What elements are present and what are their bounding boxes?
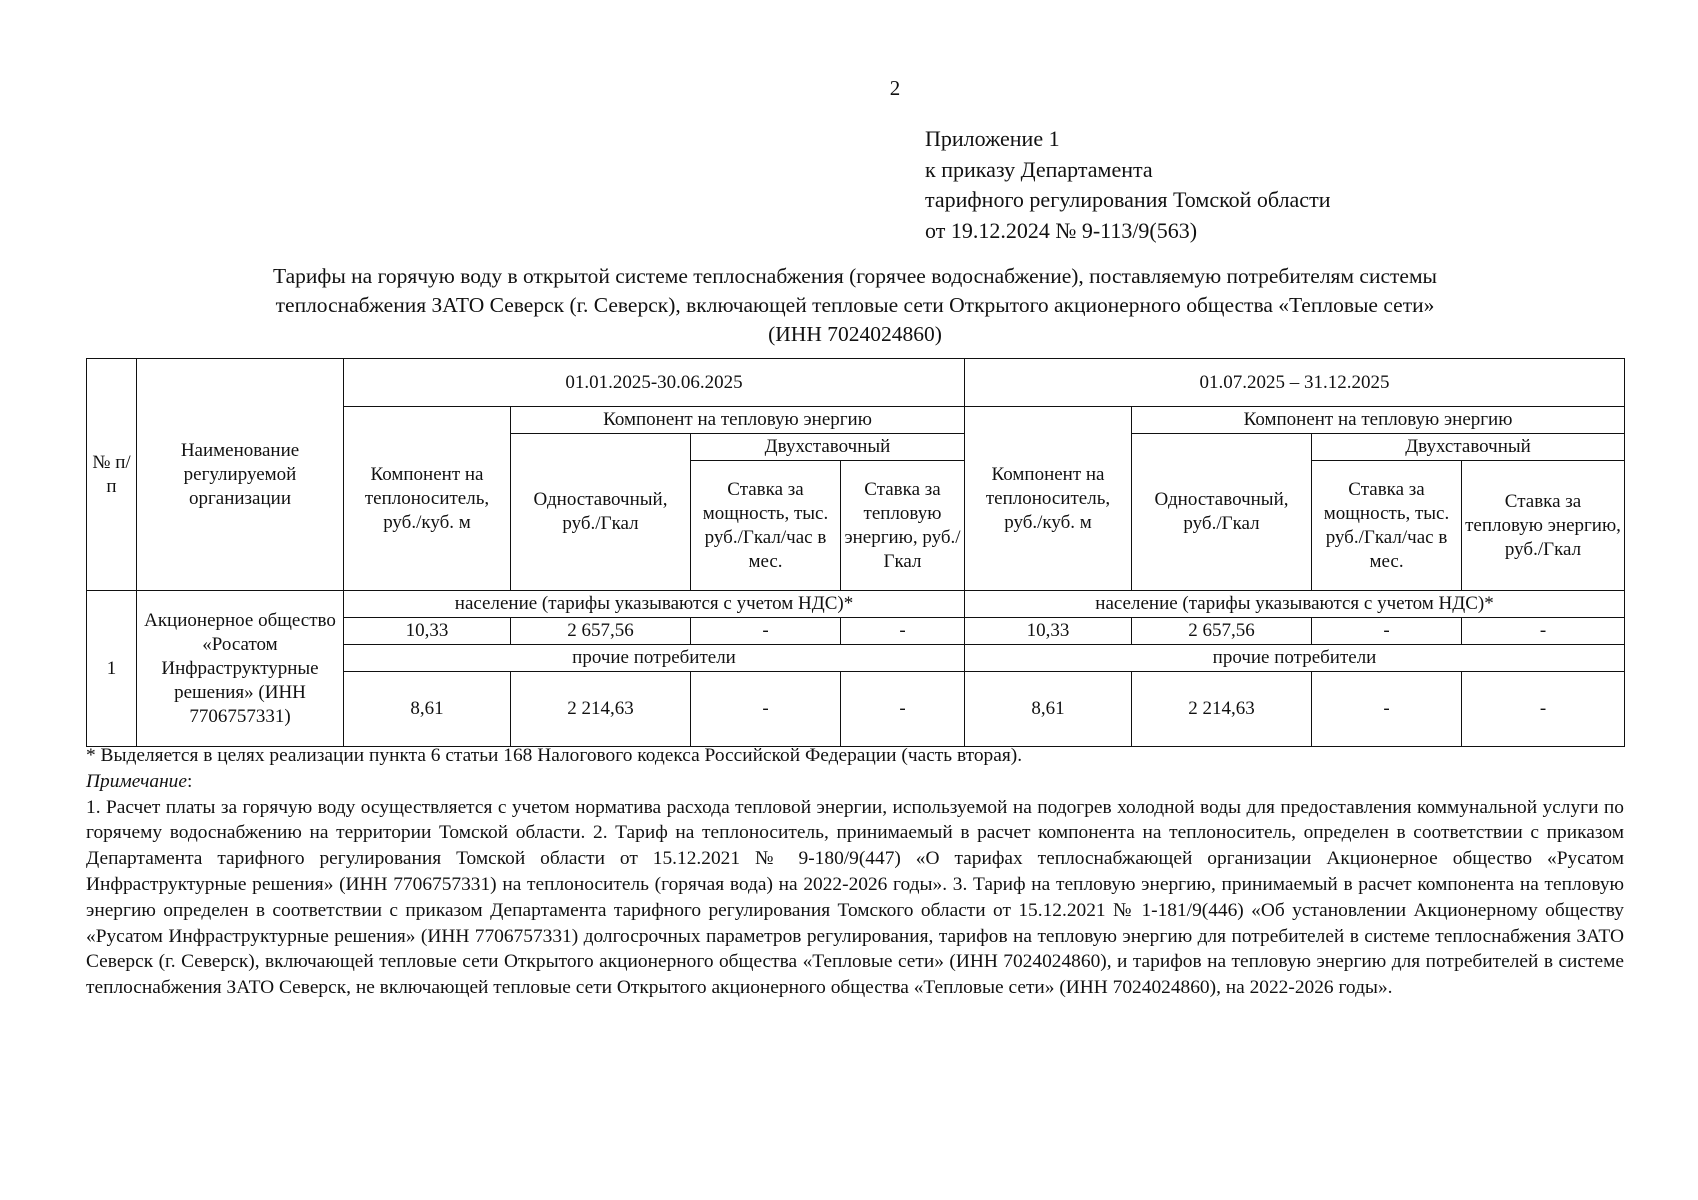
group-label-other: прочие потребители <box>965 645 1625 672</box>
note-heading <box>86 769 1624 795</box>
header-capacity-rate: Ставка за мощность, тыс. руб./Гкал/час в мес. <box>1312 461 1462 591</box>
header-energy-rate: Ставка за тепловую энергию, руб./Гкал <box>841 461 965 591</box>
appendix-line: от 19.12.2024 № 9-113/9(563) <box>925 217 1198 243</box>
header-coolant-component: Компонент на теплоноситель, руб./куб. м <box>965 407 1132 591</box>
note-colon: : <box>187 770 193 792</box>
organization-name: Акционерное общество «Росатом Инфраструктурные решения» (ИНН 7706757331) <box>137 591 344 747</box>
title-line: (ИНН 7024024860) <box>768 322 942 346</box>
header-coolant-component: Компонент на теплоноситель, руб./куб. м <box>344 407 511 591</box>
document-title <box>86 262 1624 349</box>
header-number: № п/п <box>87 359 137 591</box>
title-line: теплоснабжения ЗАТО Северск (г. Северск), включающей тепловые сети Открытого акционерного общества «Тепловые сети» <box>275 293 1435 317</box>
header-one-rate: Одноставочный, руб./Гкал <box>511 434 691 591</box>
note-body: 1. Расчет платы за горячую воду осуществляется с учетом норматива расхода тепловой энергии, используемой на подогрев холодной воды для предоставления коммунальной услуги по горячему водоснабжению на территории Томской области. 2. Тариф на теплоноситель, принимаемый в расчет компонента на теплоноситель, определен в соответствии с приказом Департамента тарифного регулирования Томской области от 15.12.2021 № 9-180/9(447) «О тарифах теплоснабжающей организации Акционерное общество «Русатом Инфраструктурные решения» (ИНН 7706757331) на теплоноситель (горячая вода) на 2022-2026 годы». 3. Тариф на тепловую энергию, принимаемый в расчет компонента на тепловую энергию определен в соответствии с приказом Департамента тарифного регулирования Томского области от 15.12.2021 № 1-181/9(446) «Об установлении Акционерному обществу «Русатом Инфраструктурные решения» (ИНН 7706757331) долгосрочных параметров регулирования, тарифов на тепловую энергию для потребителей в системе теплоснабжения ЗАТО Северск (г. Северск), включающей тепловые сети Открытого акционерного общества «Тепловые сети» (ИНН 7024024860), и тарифов на тепловую энергию для потребителей в системе теплоснабжения ЗАТО Северск, не включающей тепловые сети Открытого акционерного общества «Тепловые сети» (ИНН 7024024860), на 2022-2026 годы». <box>86 796 1624 999</box>
header-period-2: 01.07.2025 – 31.12.2025 <box>965 359 1625 407</box>
cell-value: - <box>1462 672 1625 747</box>
header-two-rate: Двухставочный <box>691 434 965 461</box>
cell-value: 8,61 <box>344 672 511 747</box>
appendix-line: к приказу Департамента <box>925 156 1153 182</box>
header-two-rate: Двухставочный <box>1312 434 1625 461</box>
cell-value: - <box>1462 618 1625 645</box>
cell-value: 2 214,63 <box>1132 672 1312 747</box>
cell-value: - <box>841 618 965 645</box>
cell-value: 2 214,63 <box>511 672 691 747</box>
appendix-line: Приложение 1 <box>925 126 1060 151</box>
cell-value: 10,33 <box>344 618 511 645</box>
footnote: * Выделяется в целях реализации пункта 6 статьи 168 Налогового кодекса Российской Федерации (часть вторая). <box>86 745 1023 766</box>
header-heat-component: Компонент на тепловую энергию <box>511 407 965 434</box>
cell-value: - <box>1312 672 1462 747</box>
row-number: 1 <box>87 591 137 747</box>
title-line: Тарифы на горячую воду в открытой системе теплоснабжения (горячее водоснабжение), поставляемую потребителям системы <box>273 264 1437 288</box>
cell-value: 2 657,56 <box>1132 618 1312 645</box>
cell-value: 8,61 <box>965 672 1132 747</box>
header-energy-rate: Ставка за тепловую энергию, руб./Гкал <box>1462 461 1625 591</box>
page-number: 2 <box>889 76 901 100</box>
note-label: Примечание <box>86 770 187 792</box>
header-capacity-rate: Ставка за мощность, тыс. руб./Гкал/час в мес. <box>691 461 841 591</box>
cell-value: - <box>691 672 841 747</box>
group-label-population: население (тарифы указываются с учетом НДС)* <box>965 591 1625 618</box>
cell-value: - <box>841 672 965 747</box>
group-label-other: прочие потребители <box>344 645 965 672</box>
header-one-rate: Одноставочный, руб./Гкал <box>1132 434 1312 591</box>
cell-value: 2 657,56 <box>511 618 691 645</box>
tariff-table <box>86 358 1625 747</box>
header-heat-component: Компонент на тепловую энергию <box>1132 407 1625 434</box>
cell-value: 10,33 <box>965 618 1132 645</box>
cell-value: - <box>691 618 841 645</box>
header-organization: Наименование регулируемой организации <box>137 359 344 591</box>
header-period-1: 01.01.2025-30.06.2025 <box>344 359 965 407</box>
cell-value: - <box>1312 618 1462 645</box>
appendix-header <box>925 124 1330 246</box>
group-label-population: население (тарифы указываются с учетом НДС)* <box>344 591 965 618</box>
notes-section <box>86 743 1624 1001</box>
appendix-line: тарифного регулирования Томской области <box>925 187 1331 212</box>
